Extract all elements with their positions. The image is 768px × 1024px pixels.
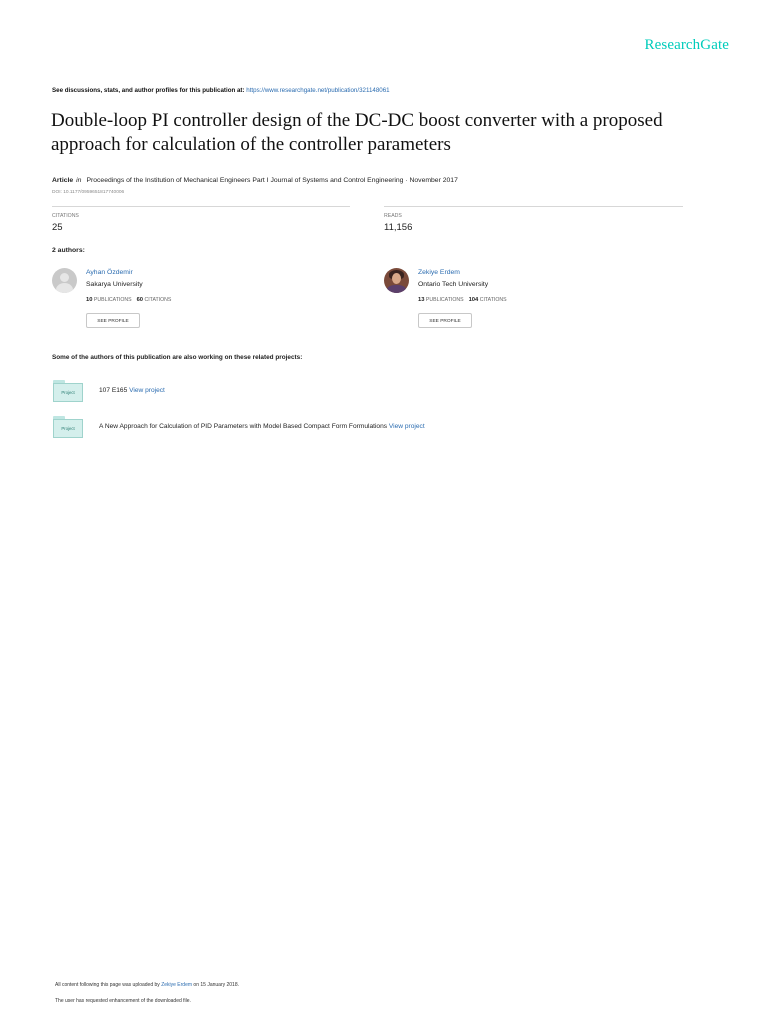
author-name[interactable]: Zekiye Erdem [418, 269, 460, 276]
author-citations-label: CITATIONS [479, 297, 507, 303]
author-stats [418, 297, 507, 303]
avatar-head-shape [60, 273, 69, 282]
author-citations-count: 60 [136, 297, 144, 303]
author-citations-count: 104 [468, 297, 479, 303]
uploader-link[interactable]: Zekiye Erdem [161, 982, 193, 988]
publications-count: 10 [86, 297, 93, 303]
view-project-link[interactable]: View project [129, 387, 165, 394]
divider-left [52, 206, 350, 207]
author-photo-avatar[interactable] [384, 268, 409, 293]
reads-count: 11,156 [384, 222, 413, 233]
enhancement-note: The user has requested enhancement of the downloaded file. [55, 998, 191, 1004]
project-folder-icon[interactable] [53, 380, 83, 402]
article-type: Article [52, 177, 74, 184]
see-profile-button[interactable]: SEE PROFILE [418, 313, 472, 328]
upload-note [55, 982, 239, 988]
project-item [99, 423, 425, 430]
divider-right [384, 206, 683, 207]
discussion-text: See discussions, stats, and author profiles for this publication at: [52, 87, 247, 94]
view-project-link[interactable]: View project [388, 423, 425, 430]
project-icon-label: Project [61, 390, 75, 395]
default-avatar-icon[interactable] [52, 268, 77, 293]
project-item [99, 387, 165, 394]
article-meta [52, 177, 458, 184]
doi-text: DOI: 10.1177/0959651817740006 [52, 190, 125, 195]
authors-heading: 2 authors: [52, 247, 85, 254]
author-citations-label: CITATIONS [144, 297, 172, 303]
author-name[interactable]: Ayhan Özdemir [86, 269, 133, 276]
author-stats [86, 297, 171, 303]
publications-count: 13 [418, 297, 425, 303]
avatar-body-shape [56, 283, 73, 293]
researchgate-logo[interactable]: ResearchGate [644, 37, 729, 53]
photo-face-shape [392, 273, 401, 284]
photo-shirt-shape [387, 285, 406, 293]
project-icon-label: Project [61, 426, 75, 431]
publication-url-link[interactable]: https://www.researchgate.net/publication/321148061 [246, 87, 390, 94]
discussion-line [52, 87, 390, 94]
journal-name[interactable]: Proceedings of the Institution of Mechanical Engineers Part I Journal of Systems and Control Engineering · November 2017 [86, 177, 458, 184]
article-in: in [76, 177, 82, 184]
publications-label: PUBLICATIONS [425, 297, 464, 303]
citations-label: CITATIONS [52, 213, 79, 219]
project-name: A New Approach for Calculation of PID Parameters with Model Based Compact Form Formulations [99, 423, 389, 430]
project-name: 107 E165 [99, 387, 130, 394]
publications-label: PUBLICATIONS [93, 297, 132, 303]
reads-label: READS [384, 213, 402, 219]
citations-count: 25 [52, 222, 63, 233]
author-institution[interactable]: Ontario Tech University [418, 281, 489, 288]
project-folder-icon[interactable] [53, 416, 83, 438]
see-profile-button[interactable]: SEE PROFILE [86, 313, 140, 328]
page-title: Double-loop PI controller design of the DC-DC boost converter with a proposed approach for calculation of the controller parameters [51, 110, 663, 155]
related-projects-heading: Some of the authors of this publication are also working on these related projects: [52, 354, 303, 361]
author-institution[interactable]: Sakarya University [86, 281, 143, 288]
upload-date: on 15 January 2018. [192, 982, 240, 988]
upload-prefix: All content following this page was uploaded by [55, 982, 162, 988]
